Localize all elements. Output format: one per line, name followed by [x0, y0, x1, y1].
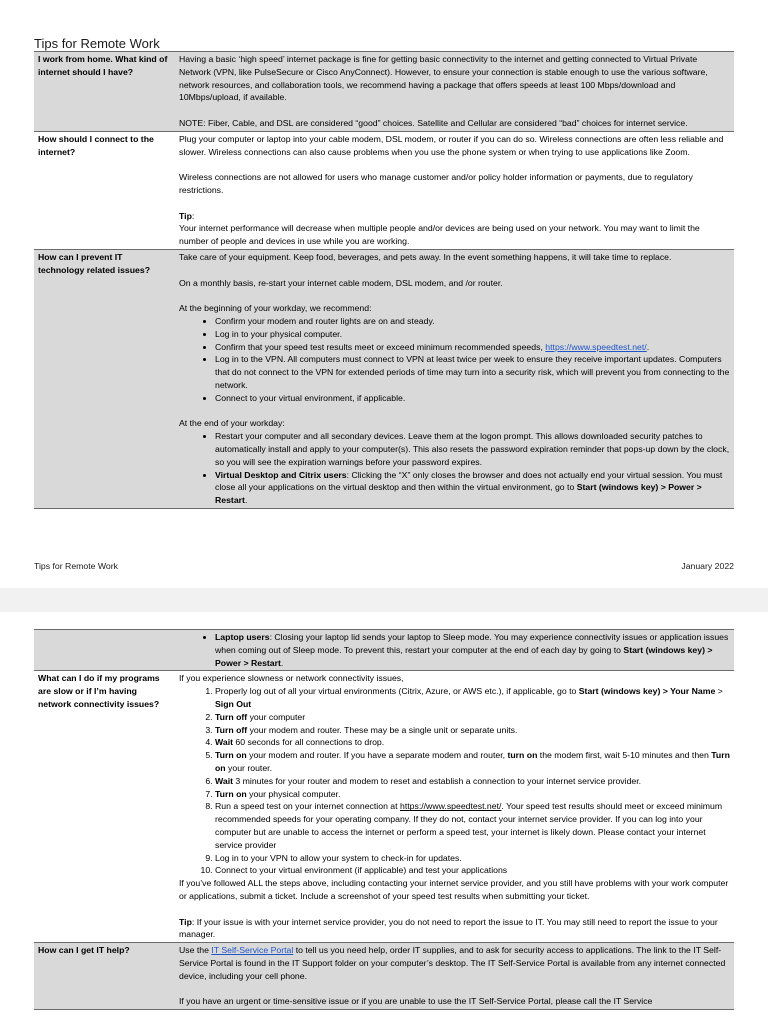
list-item: [215, 631, 730, 669]
slow-intro: If you experience slowness or network connectivity issues,: [179, 673, 404, 684]
answer-note: NOTE: Fiber, Cable, and DSL are considered “good” choices. Satellite and Cellular are considered “bad” choices for internet service.: [179, 117, 688, 128]
tips-table-continued: [34, 629, 734, 1010]
self-service-portal-link[interactable]: IT Self-Service Portal: [211, 945, 294, 956]
step-item: [215, 775, 730, 788]
step-text: your physical computer.: [246, 788, 341, 799]
list-item: • Log in to the VPN. All computers must connect to VPN at least twice per week to ensure they receive important updates. Computers that do not connect to the VPN for extended periods of time may turn into a security risk, which will prevent you from connecting to the network.: [215, 353, 730, 391]
tips-table: [34, 51, 734, 509]
list-item-text: : Closing your laptop lid sends your laptop to Sleep mode. You may experience connectivity issues or application issues when coming out of Sleep mode. To prevent this, restart your computer at the end of each day by going to: [215, 632, 729, 655]
after-steps: If you’ve followed ALL the steps above, including contacting your internet service provider, and you still have problems with your work computer or applications, submit a ticket. Include a screenshot of your speed test results when submitting your ticket.: [179, 878, 729, 901]
step-item: [215, 685, 730, 711]
step-item: 9. Log in to your VPN to allow your system to check-in for updates.: [215, 852, 730, 865]
list-item-text: Confirm that your speed test results meet or exceed minimum recommended speeds,: [215, 341, 546, 352]
tip-text: Your internet performance will decrease when multiple people and/or devices are being used on your network. You may want to limit the number of people and devices in use while you are working.: [179, 223, 700, 247]
question-empty: [34, 630, 175, 671]
step-bold: Sign Out: [215, 698, 252, 709]
step-text: the modem first, wait 5-10 minutes and then: [537, 750, 712, 761]
tip-label: Tip: [179, 210, 192, 221]
tip-paragraph: [179, 916, 730, 942]
step-bold: Wait: [215, 775, 234, 786]
restart-path: Start (windows key) > Power > Restart: [215, 482, 702, 506]
question-prevent: How can I prevent IT technology related issues?: [34, 249, 175, 508]
workday-begin-intro: At the beginning of your workday, we recommend:: [179, 303, 372, 314]
tip-text: : If your issue is with your internet service provider, you do not need to report the issue to IT. You may still need to report the issue to your manager.: [179, 916, 718, 940]
answer-internet: [175, 52, 734, 132]
tip-heading: [179, 210, 730, 223]
answer-prevent-continued: [175, 630, 734, 671]
table-row-help: [34, 943, 734, 1010]
step-item: [215, 788, 730, 801]
step-text: your modem and router. If you have a separate modem and router,: [246, 750, 508, 761]
restart-path: Start (windows key) > Power > Restart: [215, 644, 713, 668]
table-row-slow: [34, 671, 734, 943]
list-item: • Restart your computer and all secondary devices. Leave them at the logon prompt. This allows downloaded security patches to automatically install and apply to your computer(s). This also resets the password expiration reminder that pops-up down by the clock, so you will see the expiration warnings before your password expires.: [215, 430, 730, 468]
tip-label: Tip: [179, 916, 192, 927]
help-text: to tell us you need help, order IT supplies, and to ask for security access to applications. The link to the IT Self-Service Portal is found in the IT Support folder on your computer’s desktop. The IT Self-Service Portal is available from any internet connected device, including your cell phone.: [179, 945, 726, 981]
workday-end-list: [179, 430, 730, 507]
help-paragraph: If you have an urgent or time-sensitive issue or if you are unable to use the IT Self-Service Portal, please call the IT Service: [179, 996, 653, 1007]
step-text: 3 minutes for your router and modem to reset and establish a connection to your internet service provider.: [233, 775, 642, 786]
step-text: Run a speed test on your internet connection at: [215, 801, 400, 812]
laptop-users-label: Laptop users: [215, 632, 270, 642]
step-text: 60 seconds for all connections to drop.: [233, 737, 385, 748]
step-bold: Turn on: [215, 788, 247, 799]
page-gap: [0, 588, 768, 612]
step-item: [215, 800, 730, 851]
list-item: • Connect to your virtual environment, if applicable.: [215, 392, 730, 405]
table-row-connect: [34, 131, 734, 249]
help-paragraph: [179, 944, 730, 982]
footer-left: Tips for Remote Work: [34, 561, 118, 571]
step-text: your modem and router. These may be a single unit or separate units.: [247, 724, 518, 735]
help-text: Use the: [179, 945, 212, 956]
tip-colon: :: [191, 210, 195, 221]
list-item-period: .: [244, 495, 248, 506]
question-internet: I work from home. What kind of internet should I have?: [34, 52, 175, 132]
workday-end-intro: At the end of your workday:: [179, 418, 285, 429]
step-bold: Turn on: [215, 750, 730, 773]
step-text: >: [715, 686, 723, 697]
step-item: [215, 749, 730, 775]
step-item: [215, 711, 730, 724]
step-bold: Turn off: [215, 711, 248, 722]
step-bold: Wait: [215, 737, 234, 748]
list-item: [215, 469, 730, 507]
step-text: . Your speed test results should meet or exceed minimum recommended speeds for your operating company. If they do not, contact your internet service provider. If you can log into your computer but are unable to access the internet or perform a speed test, your internet is likely down. Please contact your internet service provider: [215, 801, 723, 850]
step-bold: Turn on: [215, 750, 247, 761]
question-slow: What can I do if my programs are slow or if I’m having network connectivity issues?: [34, 671, 175, 943]
step-bold: Start (windows key) > Your Name: [578, 686, 716, 697]
list-item-text: : Clicking the “X” only closes the browser and does not actually end your virtual session. You must close all your applications on the virtual desktop and then within the virtual environment, go to: [215, 469, 723, 493]
step-item: 10. Connect to your virtual environment (if applicable) and test your applications: [215, 864, 730, 877]
table-row-internet: [34, 52, 734, 132]
answer-connect: [175, 131, 734, 249]
list-item: [215, 341, 730, 354]
table-row-prevent-continued: [34, 630, 734, 671]
answer-slow: [175, 671, 734, 943]
speedtest-link[interactable]: https://www.speedtest.net/: [399, 801, 502, 812]
step-text: your computer: [247, 711, 306, 722]
answer-help: [175, 943, 734, 1010]
list-item-period: .: [280, 657, 284, 668]
answer-paragraph: Plug your computer or laptop into your cable modem, DSL modem, or router if you can do so. Wireless connections are often less reliable and slower. Wireless connections can also cause problems when you use the phone system or when trying to use applications like Zoom.: [179, 133, 724, 157]
list-item-period: .: [646, 341, 650, 352]
answer-paragraph: Take care of your equipment. Keep food, beverages, and pets away. In the event something happens, it will take time to replace.: [179, 251, 672, 262]
table-row-prevent: [34, 249, 734, 508]
answer-paragraph: Wireless connections are not allowed for users who manage customer and/or policy holder information or payments, due to regulatory restrictions.: [179, 172, 693, 195]
step-text: your router.: [225, 762, 272, 773]
virtual-users-label: Virtual Desktop and Citrix users: [215, 469, 347, 480]
step-bold: Turn off: [215, 724, 248, 735]
page-2: [0, 612, 768, 1024]
troubleshooting-steps: [179, 685, 730, 877]
answer-paragraph: On a monthly basis, re-start your internet cable modem, DSL modem, and /or router.: [179, 277, 503, 288]
speedtest-link[interactable]: https://www.speedtest.net/: [545, 341, 647, 352]
answer-prevent: [175, 249, 734, 508]
list-item: • Log in to your physical computer.: [215, 328, 730, 341]
step-item: [215, 736, 730, 749]
step-text: Properly log out of all your virtual environments (Citrix, Azure, or AWS etc.), if applicable, go to: [215, 686, 579, 697]
question-help: How can I get IT help?: [34, 943, 175, 1010]
document-title: Tips for Remote Work: [34, 36, 160, 51]
question-connect: How should I connect to the internet?: [34, 131, 175, 249]
footer-right: January 2022: [681, 561, 734, 571]
list-item: • Confirm your modem and router lights are on and steady.: [215, 315, 730, 328]
step-item: [215, 724, 730, 737]
step-bold: turn on: [507, 750, 538, 761]
workday-begin-list: [179, 315, 730, 405]
spacer: [179, 405, 730, 418]
workday-end-list-continued: [179, 631, 730, 669]
answer-paragraph: Having a basic ‘high speed’ internet package is fine for getting basic connectivity to the internet and getting connected to Virtual Private Network (VPN, like PulseSecure or Cisco AnyConnect). However, to ensure your connection is stable enough to use the various software, network resources, and collaboration tools, we recommend having a package that offers speeds at least 100 Mbps/download and 10Mbps/upload, if available.: [179, 54, 708, 103]
